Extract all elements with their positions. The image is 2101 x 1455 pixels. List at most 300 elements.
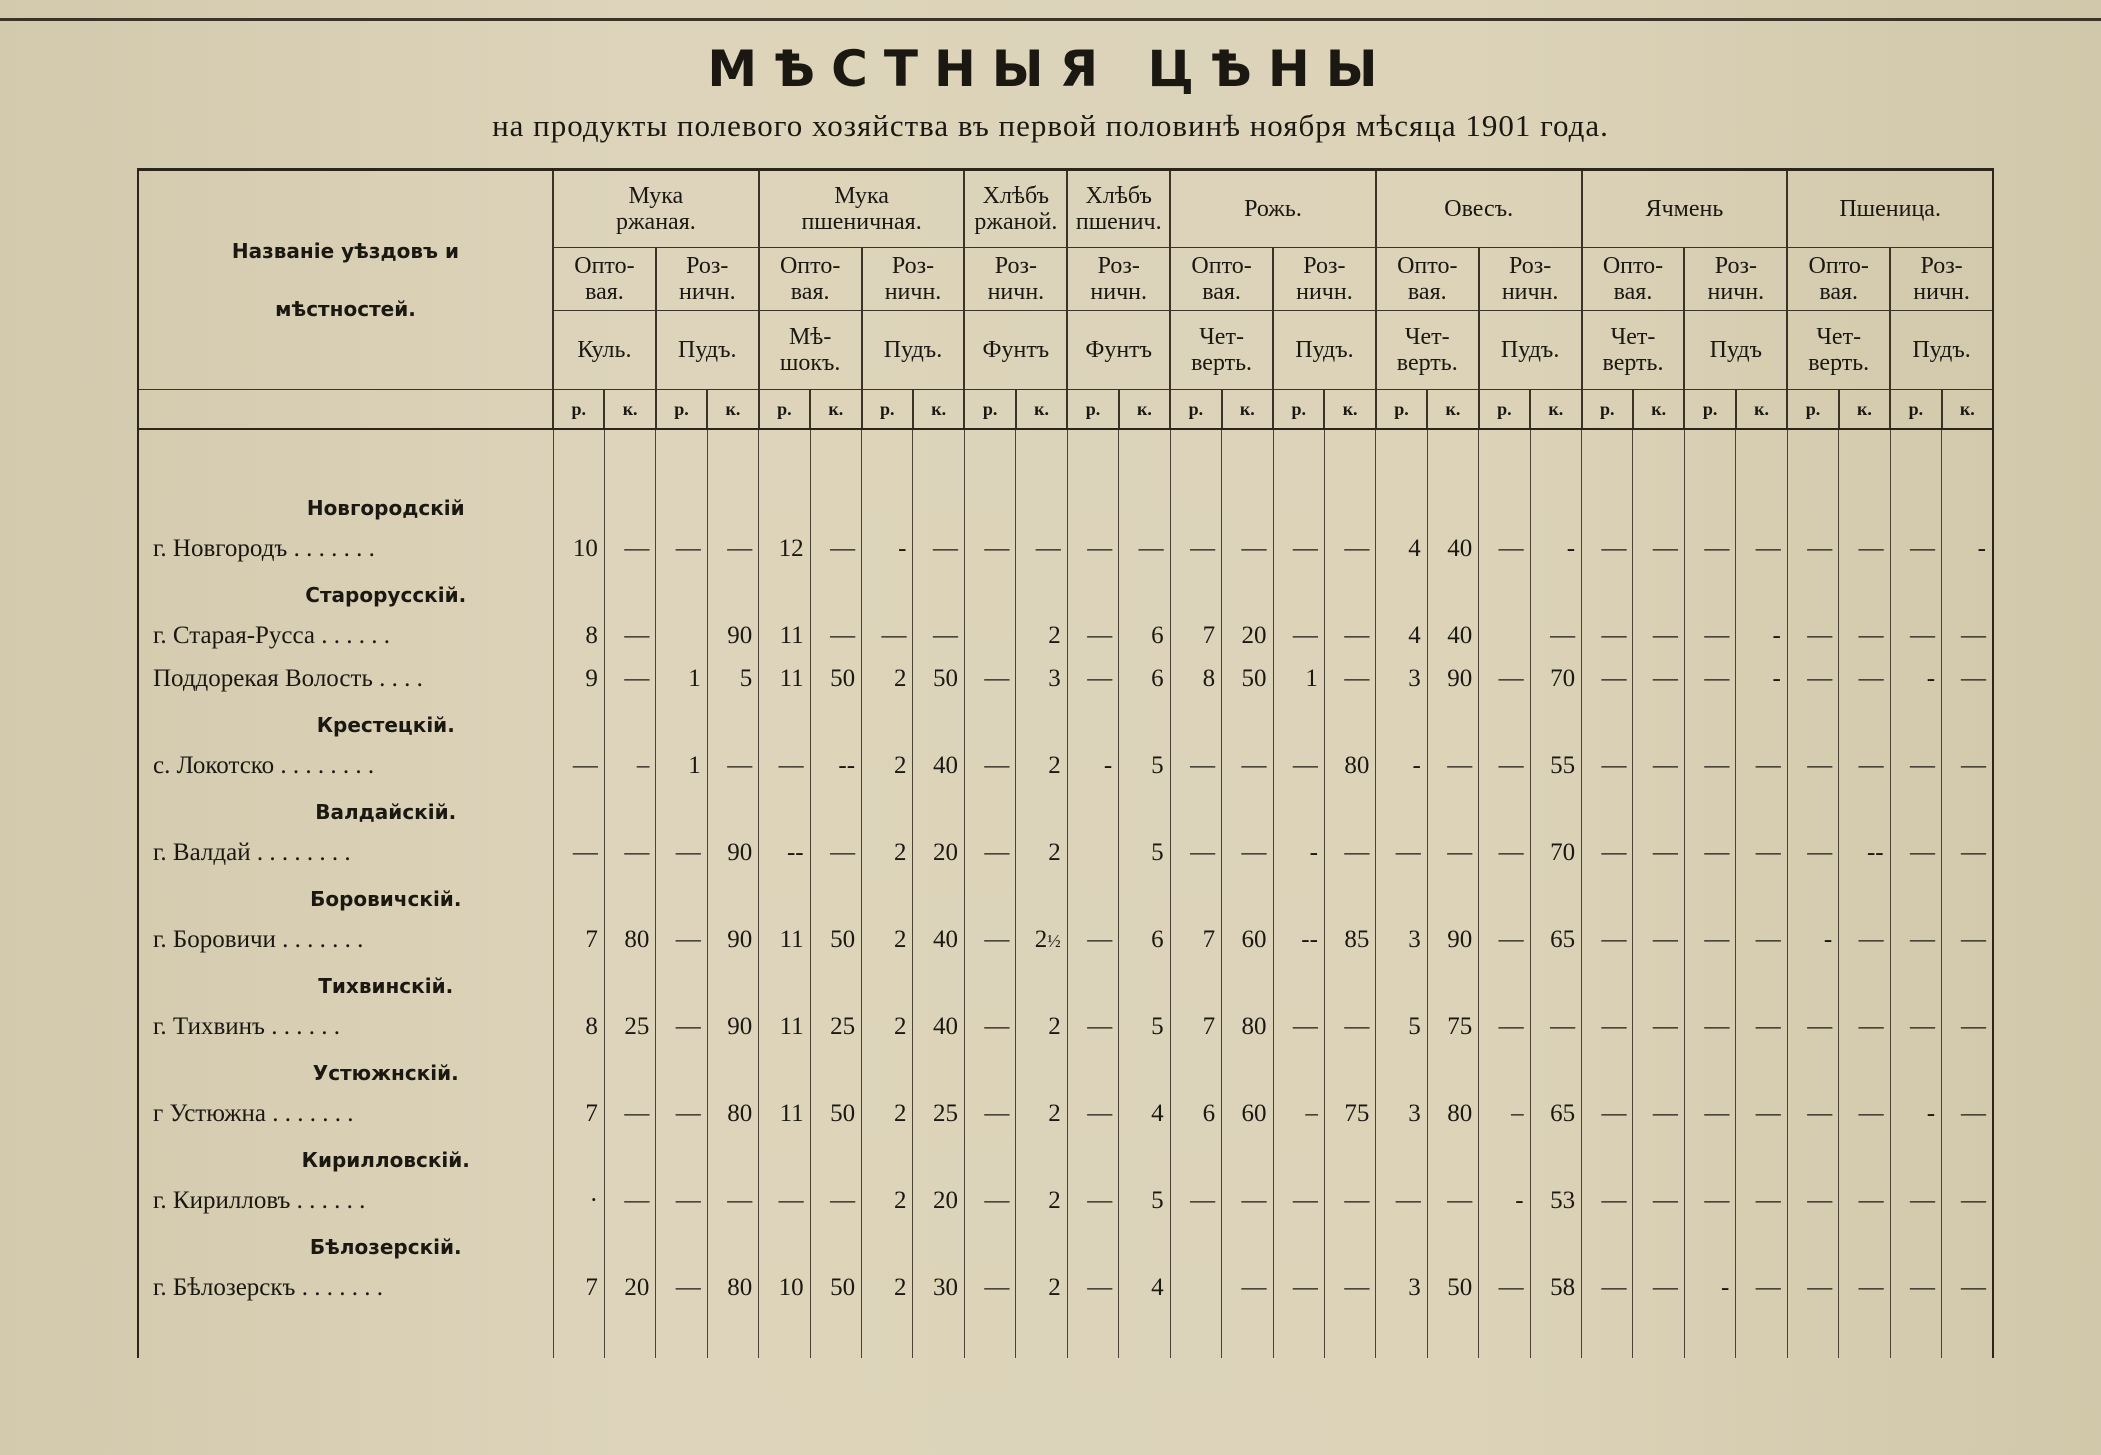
price-cell: — (1582, 911, 1633, 954)
price-cell (810, 563, 861, 607)
price-cell: 5 (1119, 998, 1170, 1041)
price-cell: — (1222, 520, 1273, 563)
price-cell (707, 954, 758, 998)
rubles-header: р. (1890, 390, 1941, 430)
spacer-cell (1119, 1302, 1170, 1358)
price-cell: — (1839, 1259, 1890, 1302)
price-cell: — (1890, 911, 1941, 954)
price-cell (913, 780, 964, 824)
name-header-line1: Названіе уѣздовъ и (231, 239, 460, 263)
price-cell: — (1324, 1172, 1375, 1215)
spacer-cell (707, 429, 758, 476)
county-row (138, 867, 1993, 911)
county-row (138, 563, 1993, 607)
county-row (138, 780, 1993, 824)
price-cell: — (1067, 607, 1118, 650)
price-cell (1324, 476, 1375, 520)
spacer-cell (1427, 1302, 1478, 1358)
price-cell (1273, 1041, 1324, 1085)
price-cell: 11 (759, 998, 810, 1041)
price-cell (1170, 780, 1221, 824)
price-cell: 20 (604, 1259, 655, 1302)
price-cell (964, 780, 1015, 824)
spacer-cell (1376, 1302, 1427, 1358)
sale-type-header: Опто- вая. (1376, 248, 1479, 311)
price-cell: — (604, 1172, 655, 1215)
name-rk-blank (138, 390, 553, 430)
price-cell: 2 (862, 824, 913, 867)
price-cell: — (1942, 607, 1993, 650)
price-cell: 80 (1427, 1085, 1478, 1128)
price-cell (1427, 1128, 1478, 1172)
price-cell: 58 (1530, 1259, 1581, 1302)
spacer-cell (1119, 429, 1170, 476)
price-cell (1684, 476, 1735, 520)
price-cell (1119, 563, 1170, 607)
price-table (137, 168, 1994, 1358)
price-cell: — (1736, 520, 1787, 563)
unit-header: Пудъ. (1479, 311, 1582, 390)
price-cell (1170, 693, 1221, 737)
rubles-header: р. (1582, 390, 1633, 430)
spacer-cell (1273, 1302, 1324, 1358)
price-cell: — (810, 1172, 861, 1215)
spacer-cell (1684, 429, 1735, 476)
unit-header: Чет- верть. (1582, 311, 1685, 390)
price-cell (964, 607, 1015, 650)
price-cell (913, 1128, 964, 1172)
price-cell: — (1324, 998, 1375, 1041)
table-row (138, 650, 1993, 693)
price-cell: — (759, 737, 810, 780)
price-cell: — (1684, 607, 1735, 650)
price-cell: — (1787, 1085, 1838, 1128)
price-cell: — (1067, 911, 1118, 954)
price-cell: — (1324, 824, 1375, 867)
price-cell: — (964, 520, 1015, 563)
spacer-cell (553, 1302, 604, 1358)
price-cell: — (1222, 824, 1273, 867)
spacer-cell (1530, 429, 1581, 476)
price-cell: 40 (913, 737, 964, 780)
price-cell (1016, 1041, 1067, 1085)
price-cell (862, 780, 913, 824)
price-cell (1839, 1041, 1890, 1085)
spacer-cell (1273, 429, 1324, 476)
spacer-cell (553, 429, 604, 476)
price-cell (1273, 954, 1324, 998)
price-cell (707, 1215, 758, 1259)
place-name: г. Боровичи . . . . . . . (138, 911, 553, 954)
unit-header: Пудъ. (656, 311, 759, 390)
price-cell: — (1222, 1259, 1273, 1302)
price-cell: 40 (1427, 520, 1478, 563)
price-cell (656, 1128, 707, 1172)
price-cell (1170, 1215, 1221, 1259)
kopecks-header: к. (1633, 390, 1684, 430)
county-name: Новгородскій (138, 476, 553, 520)
place-name: г. Кирилловъ . . . . . . (138, 1172, 553, 1215)
price-cell (1942, 1041, 1993, 1085)
price-cell (1427, 693, 1478, 737)
price-cell (1119, 954, 1170, 998)
price-cell: — (604, 607, 655, 650)
price-cell: — (1736, 911, 1787, 954)
sale-type-header: Роз- ничн. (1273, 248, 1376, 311)
price-cell: — (1582, 520, 1633, 563)
price-cell (1067, 693, 1118, 737)
price-cell (810, 780, 861, 824)
price-cell (1222, 563, 1273, 607)
price-cell: — (1942, 998, 1993, 1041)
price-cell (1376, 693, 1427, 737)
price-cell: 12 (759, 520, 810, 563)
price-cell (1119, 1215, 1170, 1259)
price-cell: — (1273, 607, 1324, 650)
price-cell (1684, 1128, 1735, 1172)
county-row (138, 1128, 1993, 1172)
spacer-cell (1890, 1302, 1941, 1358)
spacer-cell (1170, 1302, 1221, 1358)
price-cell: — (1324, 650, 1375, 693)
price-cell (1684, 1215, 1735, 1259)
price-cell (1324, 867, 1375, 911)
price-cell: 65 (1530, 1085, 1581, 1128)
kopecks-header: к. (1736, 390, 1787, 430)
price-cell: 40 (1427, 607, 1478, 650)
spacer-cell (1324, 1302, 1375, 1358)
spacer-cell (1736, 429, 1787, 476)
price-cell: — (1736, 1259, 1787, 1302)
price-cell: — (1427, 824, 1478, 867)
price-cell (1890, 1041, 1941, 1085)
price-cell (964, 1128, 1015, 1172)
price-cell: 6 (1119, 911, 1170, 954)
price-cell (1582, 476, 1633, 520)
price-cell: — (1170, 737, 1221, 780)
price-cell (1582, 1128, 1633, 1172)
price-cell: — (1736, 1172, 1787, 1215)
spacer-cell (759, 1302, 810, 1358)
price-cell: 90 (1427, 650, 1478, 693)
price-cell: — (1736, 1085, 1787, 1128)
price-cell: — (1067, 1085, 1118, 1128)
spacer-cell (656, 1302, 707, 1358)
price-cell: 10 (553, 520, 604, 563)
price-cell (1890, 693, 1941, 737)
price-cell: 20 (913, 824, 964, 867)
price-cell (862, 954, 913, 998)
group-header: Овесъ. (1376, 170, 1582, 248)
price-cell (810, 1215, 861, 1259)
price-cell (553, 476, 604, 520)
price-cell: — (1684, 824, 1735, 867)
price-cell: — (1839, 737, 1890, 780)
price-cell (1222, 867, 1273, 911)
place-name: г. Тихвинъ . . . . . . (138, 998, 553, 1041)
price-cell: — (964, 1085, 1015, 1128)
price-cell (1016, 867, 1067, 911)
price-cell: — (964, 1259, 1015, 1302)
price-cell (1787, 1215, 1838, 1259)
price-cell (656, 954, 707, 998)
price-cell (1839, 867, 1890, 911)
spacer-cell (1479, 429, 1530, 476)
price-cell (913, 954, 964, 998)
price-cell: 8 (1170, 650, 1221, 693)
rubles-header: р. (964, 390, 1015, 430)
price-cell (1170, 954, 1221, 998)
sale-type-header: Роз- ничн. (862, 248, 965, 311)
spacer-cell (1633, 429, 1684, 476)
price-cell (964, 476, 1015, 520)
county-name: Крестецкій. (138, 693, 553, 737)
table-row (138, 824, 1993, 867)
price-cell: — (656, 1085, 707, 1128)
unit-header: Чет- верть. (1170, 311, 1273, 390)
price-cell (707, 563, 758, 607)
price-cell (1530, 780, 1581, 824)
price-cell: — (1119, 520, 1170, 563)
price-cell: — (1684, 737, 1735, 780)
price-cell: 6 (1119, 607, 1170, 650)
price-cell (604, 1041, 655, 1085)
price-cell: — (707, 737, 758, 780)
county-name: Валдайскій. (138, 780, 553, 824)
price-cell: - (1787, 911, 1838, 954)
price-cell (1479, 607, 1530, 650)
price-cell (1119, 1128, 1170, 1172)
price-cell (1273, 1215, 1324, 1259)
price-cell: - (1479, 1172, 1530, 1215)
price-cell: — (604, 650, 655, 693)
price-cell (1633, 1041, 1684, 1085)
spacer-cell (1170, 429, 1221, 476)
price-cell: 90 (707, 998, 758, 1041)
price-cell (810, 1128, 861, 1172)
price-cell (1736, 563, 1787, 607)
price-cell: — (1942, 650, 1993, 693)
price-cell: 90 (1427, 911, 1478, 954)
price-cell: 11 (759, 607, 810, 650)
price-cell (1530, 1041, 1581, 1085)
price-cell (1222, 1128, 1273, 1172)
price-cell (1170, 1259, 1221, 1302)
price-cell: 2 (1016, 998, 1067, 1041)
rubles-header: р. (1067, 390, 1118, 430)
price-cell (862, 476, 913, 520)
price-cell: — (913, 520, 964, 563)
price-cell (1890, 780, 1941, 824)
price-cell (656, 780, 707, 824)
price-cell (1067, 1041, 1118, 1085)
spacer-cell (707, 1302, 758, 1358)
price-cell (759, 563, 810, 607)
spacer-cell (1582, 429, 1633, 476)
price-cell: · (553, 1172, 604, 1215)
price-cell (656, 867, 707, 911)
table-row (138, 607, 1993, 650)
price-cell (1479, 563, 1530, 607)
price-cell (1684, 693, 1735, 737)
price-cell: — (1736, 824, 1787, 867)
sale-type-header: Роз- ничн. (964, 248, 1067, 311)
price-cell: 7 (1170, 998, 1221, 1041)
price-cell: — (1222, 737, 1273, 780)
price-cell: 53 (1530, 1172, 1581, 1215)
price-cell: — (656, 911, 707, 954)
price-cell: — (759, 1172, 810, 1215)
price-cell (1787, 780, 1838, 824)
price-cell (1787, 954, 1838, 998)
price-cell (707, 867, 758, 911)
price-cell: -- (1273, 911, 1324, 954)
price-cell (810, 867, 861, 911)
price-cell (1427, 1041, 1478, 1085)
group-header: Хлѣбъ пшенич. (1067, 170, 1170, 248)
price-cell: 80 (707, 1085, 758, 1128)
price-cell: — (1633, 998, 1684, 1041)
spacer-cell (1530, 1302, 1581, 1358)
price-cell (1839, 780, 1890, 824)
unit-header: Куль. (553, 311, 656, 390)
price-cell (862, 693, 913, 737)
price-cell: 90 (707, 911, 758, 954)
kopecks-header: к. (1839, 390, 1890, 430)
sale-type-header: Опто- вая. (1582, 248, 1685, 311)
kopecks-header: к. (1119, 390, 1170, 430)
price-cell (1479, 1215, 1530, 1259)
price-cell: — (1942, 1085, 1993, 1128)
price-cell: — (1479, 737, 1530, 780)
price-cell: 2 (862, 1259, 913, 1302)
price-cell (1787, 1128, 1838, 1172)
price-cell: — (1530, 998, 1581, 1041)
price-cell (862, 1215, 913, 1259)
price-cell (1787, 563, 1838, 607)
price-cell (656, 607, 707, 650)
price-cell: — (1324, 520, 1375, 563)
kopecks-header: к. (604, 390, 655, 430)
price-cell (1479, 867, 1530, 911)
price-cell (1582, 780, 1633, 824)
price-cell: 5 (1376, 998, 1427, 1041)
price-cell (1016, 1215, 1067, 1259)
rubles-header: р. (1273, 390, 1324, 430)
unit-header: Фунтъ (964, 311, 1067, 390)
price-cell (810, 693, 861, 737)
price-cell: 90 (707, 824, 758, 867)
spacer-cell (1479, 1302, 1530, 1358)
price-cell: 80 (1324, 737, 1375, 780)
county-name: Кирилловскій. (138, 1128, 553, 1172)
price-cell (1839, 1128, 1890, 1172)
price-cell (553, 1041, 604, 1085)
price-cell: — (707, 520, 758, 563)
price-cell (1582, 867, 1633, 911)
price-cell (707, 476, 758, 520)
price-cell (1427, 954, 1478, 998)
price-cell: — (1890, 607, 1941, 650)
price-cell: — (1684, 911, 1735, 954)
price-cell: — (1582, 650, 1633, 693)
price-cell: 70 (1530, 650, 1581, 693)
price-cell (553, 1215, 604, 1259)
price-cell (913, 476, 964, 520)
price-cell: — (1479, 998, 1530, 1041)
price-cell (1273, 476, 1324, 520)
price-cell (913, 693, 964, 737)
price-cell: — (1479, 824, 1530, 867)
price-cell: 8 (553, 998, 604, 1041)
price-cell: 55 (1530, 737, 1581, 780)
sale-type-header: Опто- вая. (759, 248, 862, 311)
price-cell: 2 (1016, 824, 1067, 867)
price-cell: 2 (862, 1172, 913, 1215)
county-name: Устюжнскій. (138, 1041, 553, 1085)
price-cell: - (1736, 650, 1787, 693)
price-cell (1427, 780, 1478, 824)
price-cell (604, 1215, 655, 1259)
price-cell: — (1890, 1172, 1941, 1215)
price-cell (1684, 1041, 1735, 1085)
price-cell: 2½ (1016, 911, 1067, 954)
unit-header: Чет- верть. (1787, 311, 1890, 390)
price-cell: — (1479, 911, 1530, 954)
price-cell: 4 (1376, 607, 1427, 650)
price-cell: - (1530, 520, 1581, 563)
price-cell (1324, 563, 1375, 607)
price-cell (759, 1041, 810, 1085)
price-cell: 75 (1324, 1085, 1375, 1128)
price-cell (553, 867, 604, 911)
price-cell: 2 (862, 1085, 913, 1128)
price-cell: — (1633, 1259, 1684, 1302)
price-cell: 11 (759, 1085, 810, 1128)
price-cell: 1 (656, 650, 707, 693)
price-cell (553, 954, 604, 998)
price-cell (1942, 867, 1993, 911)
price-cell (1016, 563, 1067, 607)
county-row (138, 1041, 1993, 1085)
price-cell: 50 (1222, 650, 1273, 693)
price-cell (656, 1041, 707, 1085)
price-cell (1633, 780, 1684, 824)
price-cell: — (1890, 824, 1941, 867)
price-cell (1067, 954, 1118, 998)
price-cell: — (1273, 520, 1324, 563)
price-cell: — (656, 998, 707, 1041)
price-cell: 2 (862, 650, 913, 693)
rubles-header: р. (1479, 390, 1530, 430)
price-cell (604, 1128, 655, 1172)
price-cell (1787, 476, 1838, 520)
price-cell (656, 1215, 707, 1259)
price-cell (1016, 780, 1067, 824)
spacer-cell (759, 429, 810, 476)
price-cell (1787, 693, 1838, 737)
county-row (138, 693, 1993, 737)
price-cell (913, 1215, 964, 1259)
spacer-cell (1016, 1302, 1067, 1358)
price-cell: — (1839, 911, 1890, 954)
price-cell: — (1839, 607, 1890, 650)
price-cell: — (1582, 737, 1633, 780)
price-cell: 50 (810, 911, 861, 954)
county-name: Бѣлозерскій. (138, 1215, 553, 1259)
spacer-cell (1067, 1302, 1118, 1358)
price-cell: — (1582, 1085, 1633, 1128)
